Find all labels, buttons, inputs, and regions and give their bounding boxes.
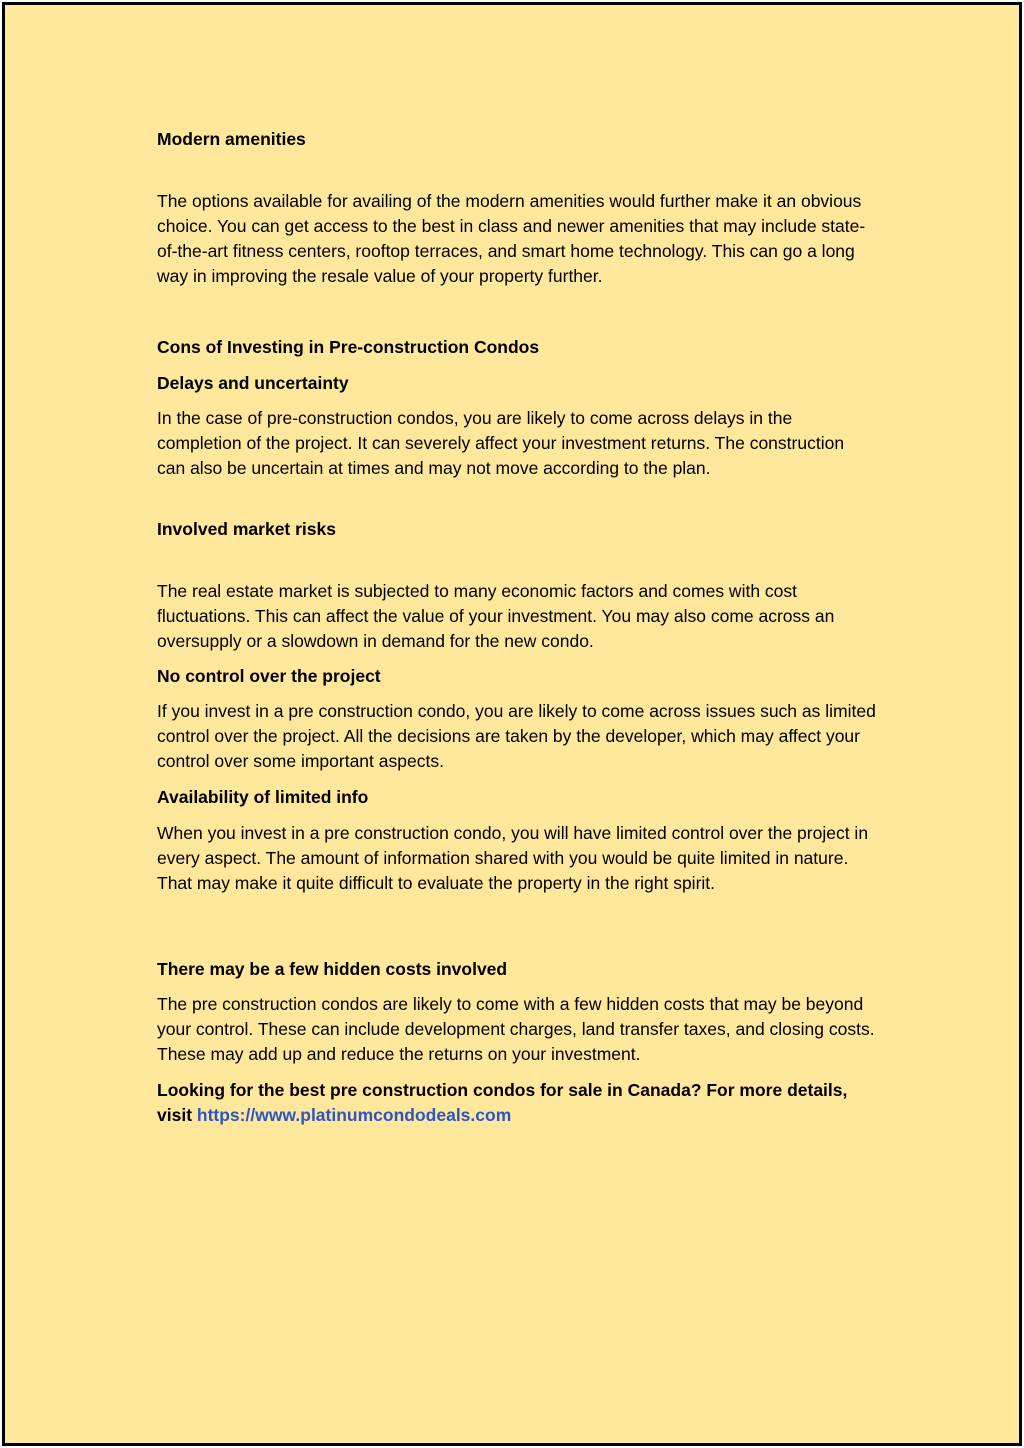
paragraph-no-control: If you invest in a pre construction condo, you are likely to come across issues such as limited control over the project. All the decisions are taken by the developer, which may affect your control over some important aspects. [157,701,876,771]
paragraph-modern-amenities: The options available for availing of the modern amenities would further make it an obvious choice. You can get access to the best in class and newer amenities that may include state-of-the-art fitness centers, rooftop terraces, and smart home technology. This can go a long way in improving the resale value of your property further. [157,191,866,286]
paragraph-market-risks: The real estate market is subjected to many economic factors and comes with cost fluctuations. This can affect the value of your investment. You may also come across an oversupply or a slowdown in demand for the new condo. [157,581,835,651]
call-to-action [157,1078,877,1128]
heading-modern-amenities: Modern amenities [157,129,306,149]
paragraph-delays: In the case of pre-construction condos, you are likely to come across delays in the completion of the project. It can severely affect your investment returns. The construction can also be uncertain at times and may not move according to the plan. [157,408,845,478]
heading-delays: Delays and uncertainty [157,373,349,393]
website-link[interactable]: https://www.platinumcondodeals.com [196,1105,512,1125]
cta-text: Looking for the best pre construction condos for sale in Canada? For more details, visit [157,1080,848,1125]
paragraph-limited-info: When you invest in a pre construction condo, you will have limited control over the project in every aspect. The amount of information shared with you would be quite limited in nature. That may make it quite difficult to evaluate the property in the right spirit. [157,823,869,893]
document-page [2,2,1022,1446]
heading-cons: Cons of Investing in Pre-construction Condos [157,337,540,357]
paragraph-hidden-costs: The pre construction condos are likely to come with a few hidden costs that may be beyond your control. These can include development charges, land transfer taxes, and closing costs. These may add up and reduce the returns on your investment. [157,994,875,1064]
heading-no-control: No control over the project [157,666,381,686]
heading-market-risks: Involved market risks [157,519,336,539]
heading-limited-info: Availability of limited info [157,787,369,807]
heading-hidden-costs: There may be a few hidden costs involved [157,959,508,979]
